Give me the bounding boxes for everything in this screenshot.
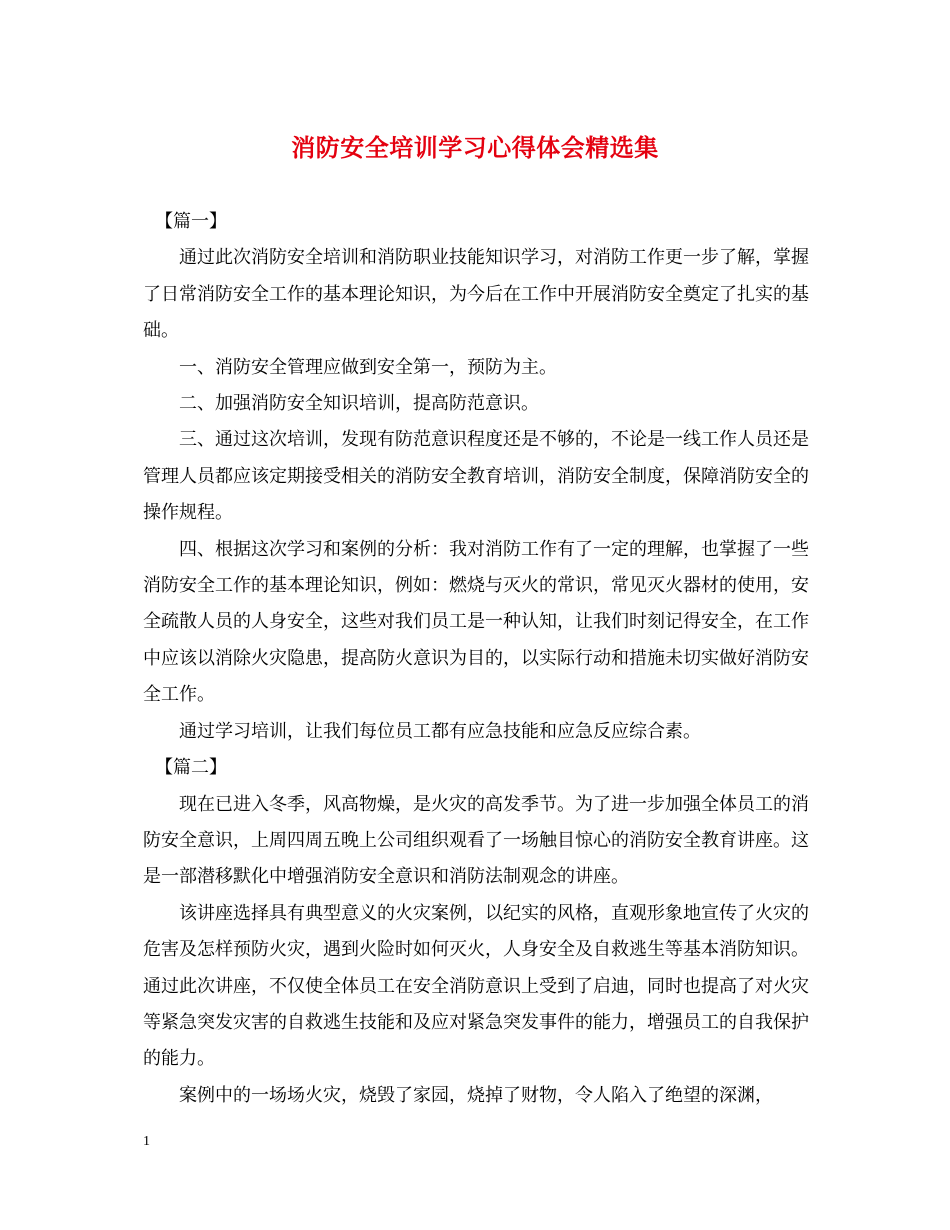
- paragraph: 通过学习培训，让我们每位员工都有应急技能和应急反应综合素。: [179, 720, 701, 742]
- document-title: 消防安全培训学习心得体会精选集: [291, 133, 659, 162]
- paragraph: 一、消防安全管理应做到安全第一，预防为主。: [179, 356, 557, 378]
- paragraph: 三、通过这次培训，发现有防范意识程度还是不够的，不论是一线工作人员还是管理人员都应该定期接受相关的消防安全教育培训，消防安全制度，保障消防安全的操作规程。: [143, 429, 809, 524]
- paragraph: 二、加强消防安全知识培训，提高防范意识。: [179, 393, 539, 415]
- paragraph: 该讲座选择具有典型意义的火灾案例，以纪实的风格，直观形象地宣传了火灾的危害及怎样预防火灾，遇到火险时如何灭火，人身安全及自救逃生等基本消防知识。通过此次讲座，不仅使全体员工在安全消防意识上受到了启迪，同时也提高了对火灾等紧急突发灾害的自救逃生技能和及应对紧急突发事件的能力，增强员工的自我保护的能力。: [143, 902, 809, 1070]
- paragraph: 四、根据这次学习和案例的分析：我对消防工作有了一定的理解，也掌握了一些消防安全工作的基本理论知识，例如：燃烧与灭火的常识，常见灭火器材的使用，安全疏散人员的人身安全，这些对我们员工是一种认知，让我们时刻记得安全，在工作中应该以消除火灾隐患，提高防火意识为目的，以实际行动和措施未切实做好消防安全工作。: [143, 538, 809, 706]
- page-number: 1: [143, 1134, 150, 1149]
- section-heading: 【篇一】: [155, 211, 227, 232]
- paragraph: 现在已进入冬季，风高物燥，是火灾的高发季节。为了进一步加强全体员工的消防安全意识，上周四周五晚上公司组织观看了一场触目惊心的消防安全教育讲座。这是一部潜移默化中增强消防安全意识和消防法制观念的讲座。: [143, 793, 809, 888]
- paragraph: 案例中的一场场火灾，烧毁了家园，烧掉了财物，令人陷入了绝望的深渊，: [179, 1084, 773, 1106]
- document-body: [143, 204, 809, 1114]
- section-heading: 【篇二】: [155, 757, 227, 779]
- paragraph: 通过此次消防安全培训和消防职业技能知识学习，对消防工作更一步了解，掌握了日常消防安全工作的基本理论知识，为今后在工作中开展消防安全奠定了扎实的基础。: [143, 247, 809, 342]
